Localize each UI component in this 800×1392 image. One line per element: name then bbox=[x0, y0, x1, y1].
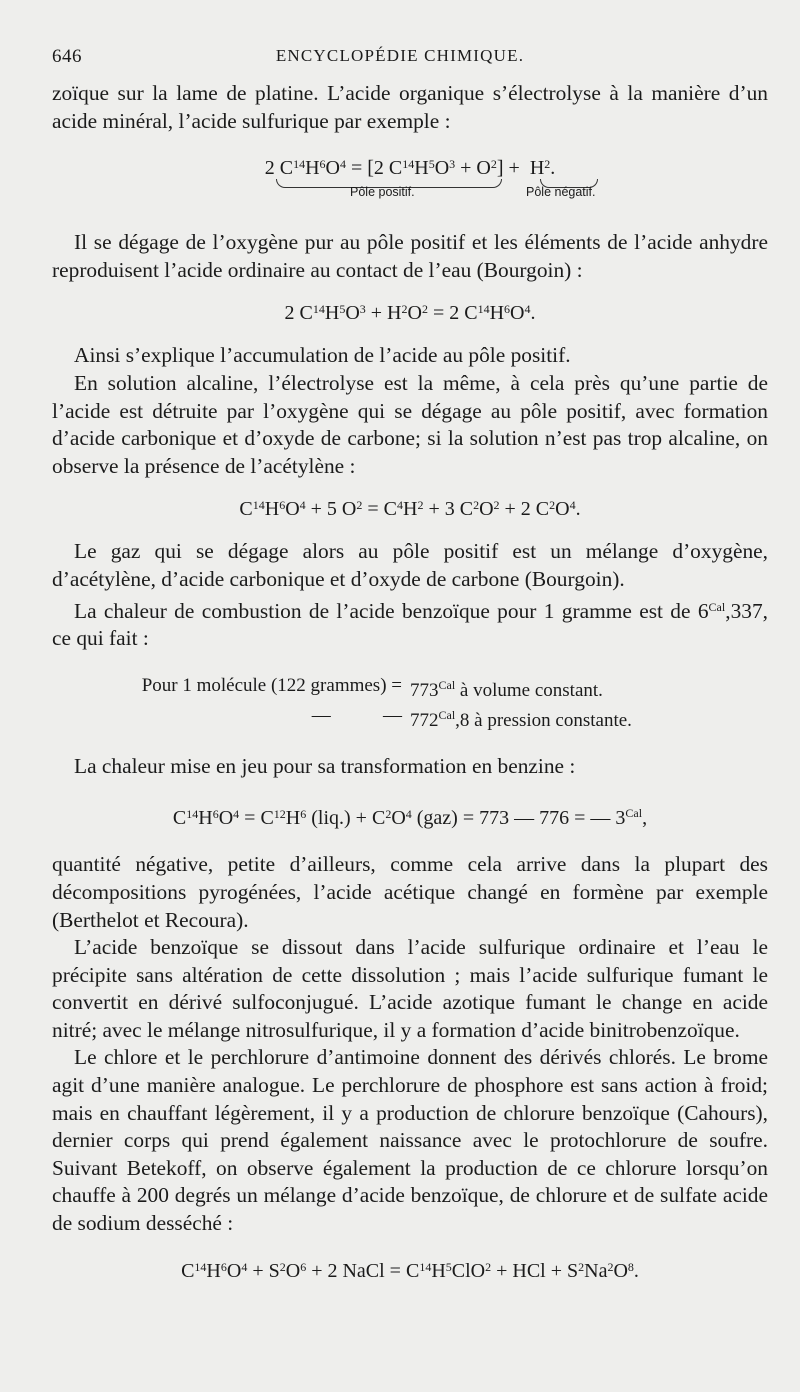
equation-regeneration: 2 $C^{14}H^5O^3 + H^2O^2 = 2$ $C^{14}H^6O^4$. bbox=[284, 302, 536, 325]
table-cell-value: $772^{Cal},8$ à pression constante. bbox=[410, 707, 632, 731]
table-row bbox=[52, 703, 768, 733]
equation-chloride: $C^{14}H^6O^4 + S^2O^6 + 2$ NaCl = $C^{14}H^5ClO^2$ + HCl + $S^2Na^2O^8$. bbox=[181, 1259, 639, 1282]
paragraph-oxygen: Il se dégage de l’oxygène pur au pôle positif et les éléments de l’acide anhydre reproduisent l’acide ordinaire au contact de l’eau (Bourgoin) : bbox=[52, 230, 768, 282]
paragraph-continuation: zoïque sur la lame de platine. L’acide organique s’électrolyse à la manière d’un acide minéral, l’acide sulfurique par exemple : bbox=[52, 81, 768, 133]
table-cell-value: $773^{Cal}$ à volume constant. bbox=[410, 677, 603, 701]
paragraph-chlorine: Le chlore et le perchlorure d’antimoine donnent des dérivés chlorés. Le brome agit d’une manière analogue. Le perchlorure de phosphore est sans action à froid; mais en chauffant légèrement, il y a production de chlorure benzoïque (Cahours), dernier corps qui prend également naissance avec le protochlorure de soufre. Suivant Betekoff, on observe également la production de ce chlorure lorsqu’on chauffe à 200 degrés un mélange d’acide benzoïque, de chlorure et de sulfate acide de sodium desséché : bbox=[52, 1045, 768, 1236]
table-cell-label: — — bbox=[311, 704, 402, 726]
page-body bbox=[52, 80, 768, 1284]
running-title: ENCYCLOPÉDIE CHIMIQUE. bbox=[275, 46, 525, 65]
paragraph-sulfuric: L’acide benzoïque se dissout dans l’acide sulfurique ordinaire et l’eau le précipite sans altération de cette dissolution ; mais l’acide sulfurique fumant le convertit en dérivé sulfoconjugué. L’acide azotique fumant le change en acide nitré; avec le mélange nitrosulfurique, il y a formation d’acide binitrobenzoïque. bbox=[52, 935, 768, 1042]
equation-electrolysis: 2 $C^{14}H^6O^4 = [2$ $C^{14}H^5O^3 + O^2] + H^2$. bbox=[264, 157, 556, 180]
paragraph-gas-mixture: Le gaz qui se dégage alors au pôle positif est un mélange d’oxygène, d’acétylène, d’acide carbonique et d’oxyde de carbone (Bourgoin). bbox=[52, 539, 768, 591]
paragraph-combustion-heat: La chaleur de combustion de l’acide benzoïque pour 1 gramme est de $6^{Cal},337$, ce qui fait : bbox=[52, 598, 768, 651]
equation-benzine: $C^{14}H^6O^4 = C^{12}H^6$ $(liq.) + C^2O^4$ (gaz) = 773 — 776 = — $3^{Cal}$, bbox=[172, 806, 648, 830]
equation-pole-labels bbox=[52, 181, 768, 209]
paragraph-benzine: La chaleur mise en jeu pour sa transformation en benzine : bbox=[74, 753, 576, 778]
combustion-table bbox=[52, 673, 768, 733]
label-pole-negatif: Pôle négatif. bbox=[526, 185, 596, 200]
running-header bbox=[52, 46, 748, 76]
label-pole-positif: Pôle positif. bbox=[350, 185, 415, 200]
equation-acetylene: $C^{14}H^6O^4 + 5$ $O^2 = C^4H^2 + 3$ $C^2O^2 + 2$ $C^2O^4$. bbox=[239, 498, 581, 521]
page-number: 646 bbox=[52, 46, 82, 67]
paragraph-alkaline: En solution alcaline, l’électrolyse est la même, à cela près qu’une partie de l’acide est détruite par l’oxygène qui se dégage au pôle positif, avec formation d’acide carbonique et d’oxyde de carbone; si la solution n’est pas trop alcaline, on observe la présence de l’acétylène : bbox=[52, 370, 768, 478]
paragraph-negative-quantity: quantité négative, petite d’ailleurs, comme cela arrive dans la plupart des décompositions pyrogénées, l’acide acétique changé en formène par exemple (Berthelot et Recoura). bbox=[52, 852, 768, 932]
table-row bbox=[52, 673, 768, 703]
table-cell-label: Pour 1 molécule (122 grammes) = bbox=[141, 674, 402, 696]
paragraph-accumulation: Ainsi s’explique l’accumulation de l’acide au pôle positif. bbox=[74, 343, 571, 368]
